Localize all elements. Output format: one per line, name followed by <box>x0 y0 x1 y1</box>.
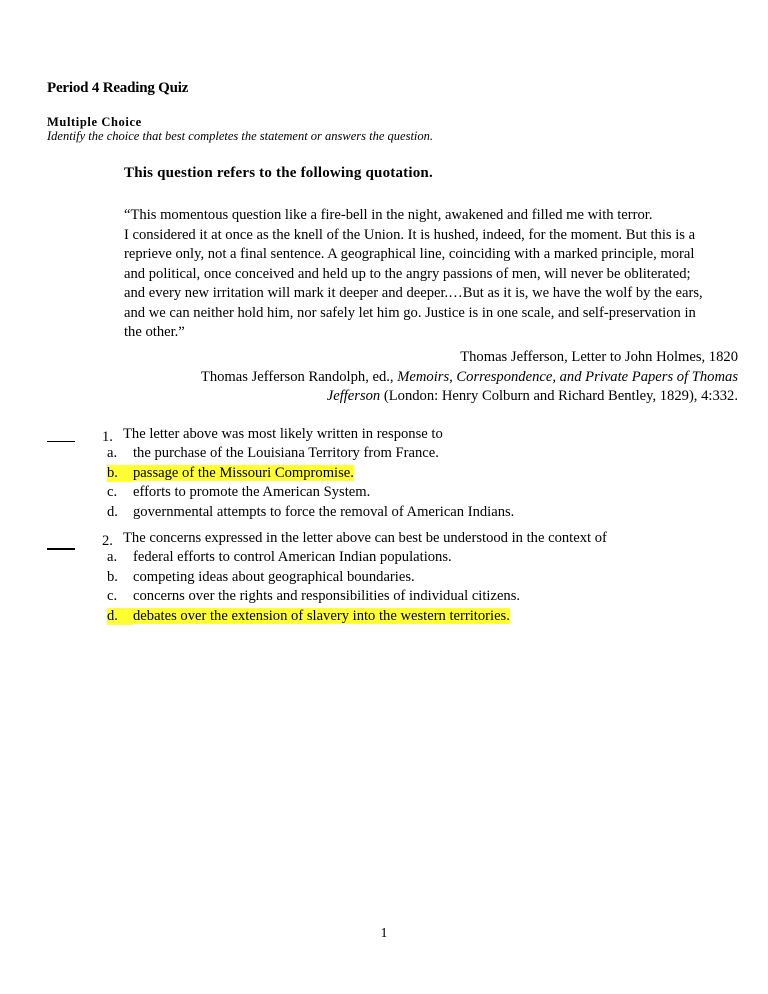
choice-d[interactable] <box>107 504 514 524</box>
answer-choices <box>107 445 514 523</box>
citation-book-title-end: Jefferson <box>326 388 381 404</box>
choice-letter: b. <box>107 465 133 482</box>
choice-letter: b. <box>107 568 118 585</box>
choice-text: efforts to promote the American System. <box>133 484 371 500</box>
quotation-line: reprieve only, not a final sentence. A geographical line, coinciding with a marked principle, moral <box>124 246 695 262</box>
citation-book-title: Memoirs, Correspondence, and Private Papers of Thomas <box>397 368 738 385</box>
quotation-line: “This momentous question like a fire-bell in the night, awakened and filled me with terror. <box>124 207 653 223</box>
choice-text: federal efforts to control American Indian populations. <box>133 549 452 565</box>
choice-c[interactable] <box>107 588 520 608</box>
quotation-line: and we can neither hold him, nor safely let him go. Justice is in one scale, and self-preservation in <box>124 304 696 321</box>
choice-a[interactable] <box>107 445 514 465</box>
quotation <box>124 206 734 343</box>
quotation-line: and political, once conceived and held up to the angry passions of men, will never be obliterated; <box>124 265 691 282</box>
choice-b[interactable] <box>107 569 520 589</box>
choice-d-highlighted[interactable] <box>107 608 520 628</box>
question-number: 2. <box>102 533 113 549</box>
choice-text: competing ideas about geographical boundaries. <box>133 568 415 585</box>
citation-line-2 <box>201 368 738 388</box>
quotation-line: I considered it at once as the knell of the Union. It is hushed, indeed, for the moment. But this is a <box>124 226 696 243</box>
choice-text: concerns over the rights and responsibilities of individual citizens. <box>133 588 521 604</box>
question-number: 1. <box>102 429 113 445</box>
section-title: Multiple Choice <box>47 115 142 129</box>
page-number: 1 <box>380 926 388 941</box>
choice-letter: d. <box>107 503 118 520</box>
citation-line-1: Thomas Jefferson, Letter to John Holmes, 1820 <box>460 349 738 365</box>
choice-letter: a. <box>107 445 118 461</box>
choice-letter: c. <box>107 588 118 604</box>
page-title: Period 4 Reading Quiz <box>47 80 189 96</box>
answer-blank[interactable] <box>47 548 75 550</box>
citation-line-3 <box>201 387 738 407</box>
instructions: Identify the choice that best completes the statement or answers the question. <box>47 129 434 143</box>
choice-letter: a. <box>107 549 118 565</box>
choice-letter: c. <box>107 484 118 500</box>
choice-a[interactable] <box>107 549 520 569</box>
answer-choices <box>107 549 520 627</box>
citation <box>201 348 738 407</box>
choice-text: debates over the extension of slavery into the western territories. <box>133 607 510 624</box>
choice-text: governmental attempts to force the removal of American Indians. <box>133 503 515 520</box>
choice-letter: d. <box>107 608 133 625</box>
choice-text: passage of the Missouri Compromise. <box>133 464 354 481</box>
question-stem: The letter above was most likely written in response to <box>123 426 443 442</box>
question-stem: The concerns expressed in the letter above can best be understood in the context of <box>123 530 607 546</box>
quotation-line: the other.” <box>124 324 185 340</box>
quotation-line: and every new irritation will mark it deeper and deeper.…But as it is, we have the wolf by the ears, <box>124 285 703 301</box>
choice-c[interactable] <box>107 484 514 504</box>
quotation-intro: This question refers to the following quotation. <box>124 165 433 181</box>
choice-text: the purchase of the Louisiana Territory from France. <box>133 445 439 461</box>
choice-b-highlighted[interactable] <box>107 465 514 485</box>
citation-publisher: (London: Henry Colburn and Richard Bentley, 1829), 4:332. <box>380 388 738 404</box>
answer-blank[interactable] <box>47 441 75 442</box>
citation-editor: Thomas Jefferson Randolph, ed., <box>200 368 398 385</box>
